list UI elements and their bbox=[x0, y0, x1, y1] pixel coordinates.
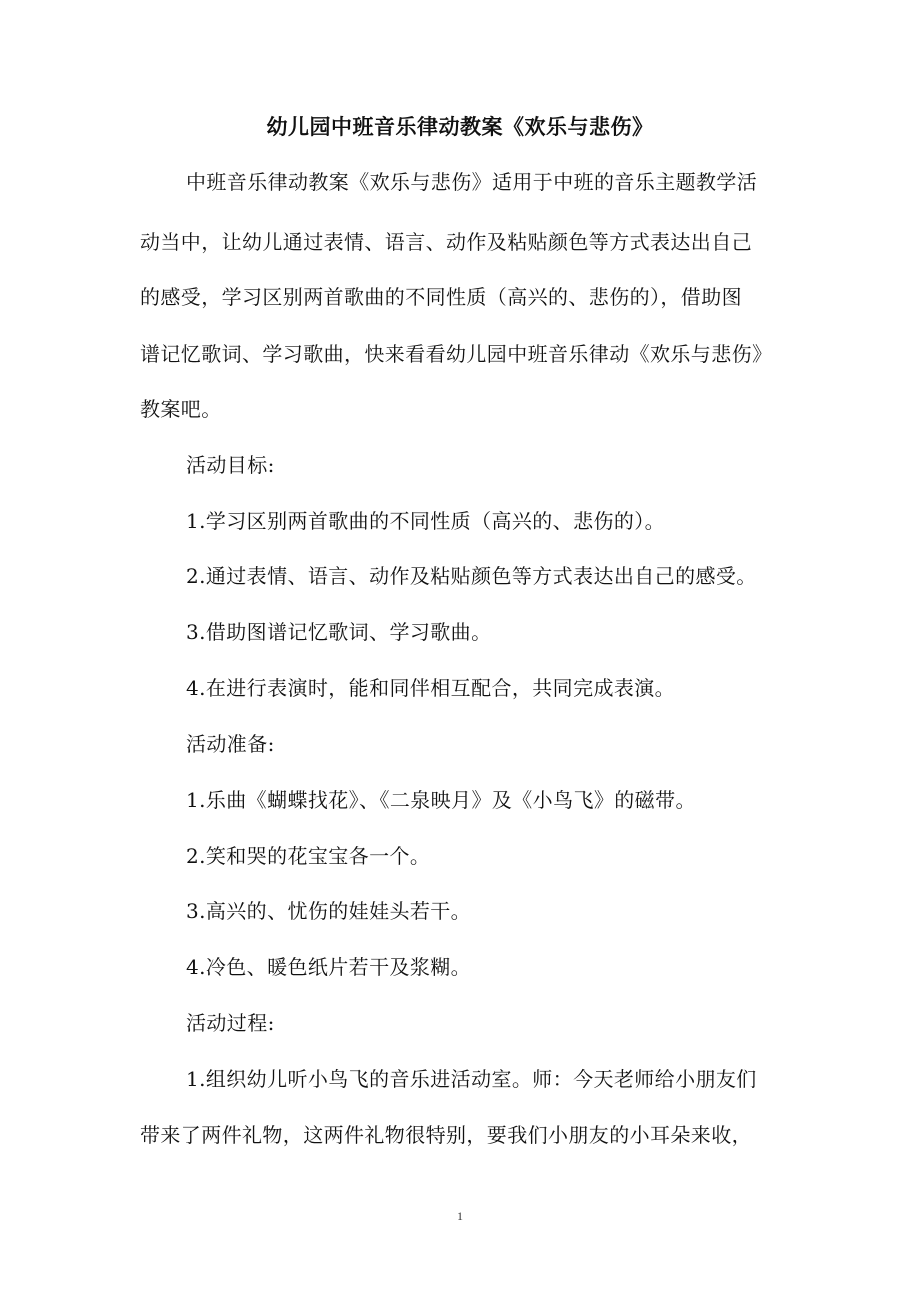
prep-item: 1.乐曲《蝴蝶找花》、《二泉映月》及《小鸟飞》的磁带。 bbox=[186, 788, 696, 812]
goals-heading: 活动目标: bbox=[186, 453, 275, 477]
intro-line: 中班音乐律动教案《欢乐与悲伤》适用于中班的音乐主题教学活 bbox=[186, 170, 758, 194]
page-number: 1 bbox=[457, 1209, 463, 1223]
goal-item: 3.借助图谱记忆歌词、学习歌曲。 bbox=[186, 620, 492, 644]
intro-line: 动当中，让幼儿通过表情、语言、动作及粘贴颜色等方式表达出自己 bbox=[140, 230, 752, 254]
prep-heading: 活动准备: bbox=[186, 732, 275, 756]
intro-line: 的感受，学习区别两首歌曲的不同性质（高兴的、悲伤的），借助图 bbox=[140, 285, 742, 309]
prep-item: 4.冷色、暖色纸片若干及浆糊。 bbox=[186, 955, 472, 979]
goal-item: 1.学习区别两首歌曲的不同性质（高兴的、悲伤的）。 bbox=[186, 509, 666, 533]
process-line: 带来了两件礼物，这两件礼物很特别，要我们小朋友的小耳朵来收， bbox=[140, 1123, 752, 1147]
goal-item: 4.在进行表演时，能和同伴相互配合，共同完成表演。 bbox=[186, 676, 676, 700]
prep-item: 2.笑和哭的花宝宝各一个。 bbox=[186, 844, 431, 868]
document-title: 幼儿园中班音乐律动教案《欢乐与悲伤》 bbox=[266, 114, 654, 139]
process-heading: 活动过程: bbox=[186, 1011, 275, 1035]
intro-line: 谱记忆歌词、学习歌曲，快来看看幼儿园中班音乐律动《欢乐与悲伤》 bbox=[140, 342, 773, 366]
process-line: 1.组织幼儿听小鸟飞的音乐进活动室。师：今天老师给小朋友们 bbox=[186, 1067, 757, 1091]
prep-item: 3.高兴的、忧伤的娃娃头若干。 bbox=[186, 899, 472, 923]
goal-item: 2.通过表情、语言、动作及粘贴颜色等方式表达出自己的感受。 bbox=[186, 564, 757, 588]
intro-line: 教案吧。 bbox=[140, 397, 222, 421]
